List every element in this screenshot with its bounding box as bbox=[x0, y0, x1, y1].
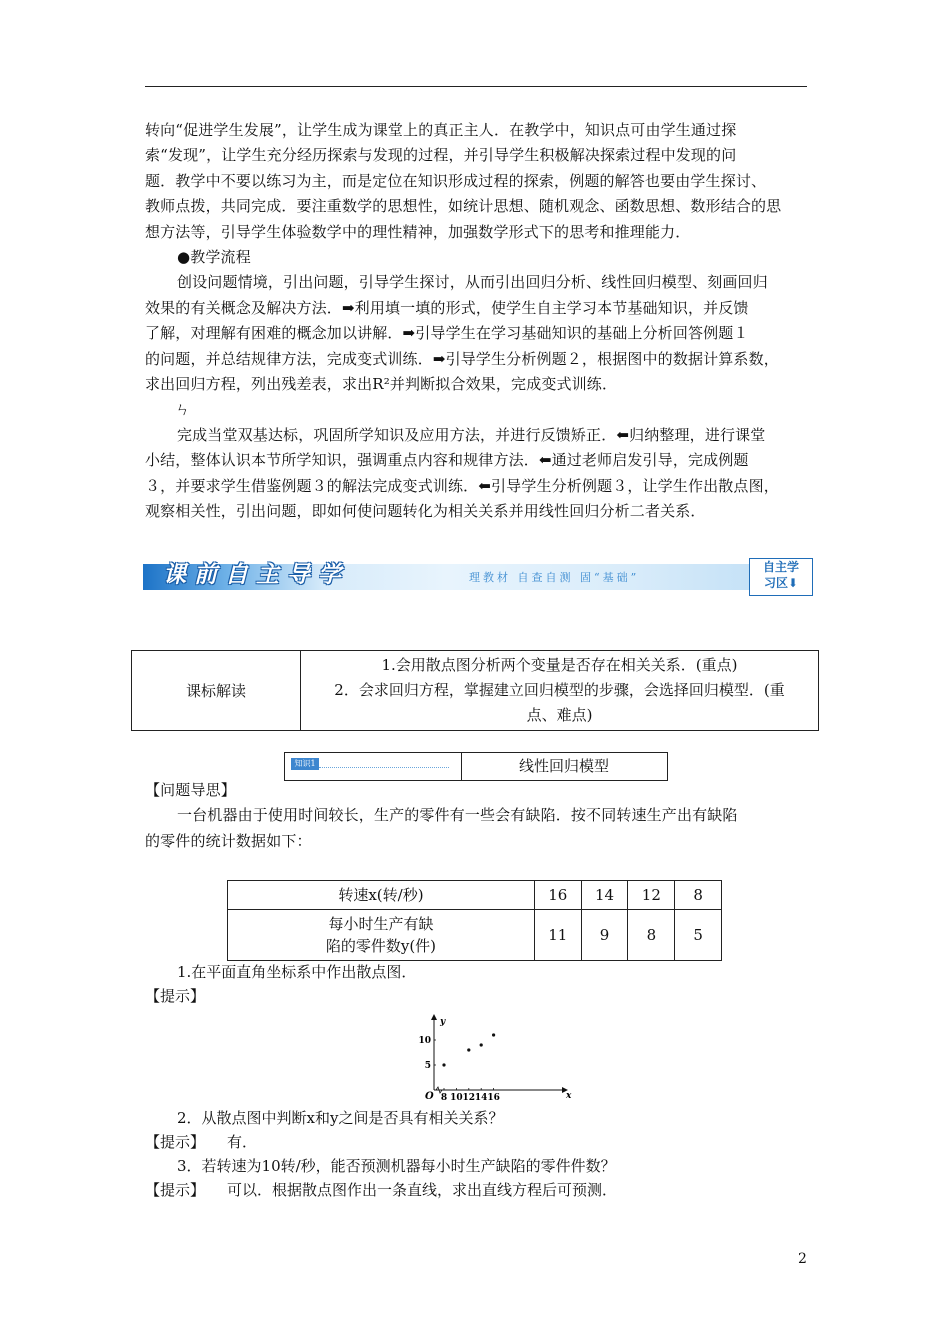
row-label-line: 每小时生产有缺 bbox=[328, 915, 434, 933]
banner-title: 课前自主导学 bbox=[163, 561, 349, 588]
question-line: 的零件的统计数据如下： bbox=[145, 831, 312, 850]
section-banner bbox=[143, 556, 815, 596]
dotted-line bbox=[319, 767, 449, 768]
qa-block bbox=[145, 1106, 617, 1202]
badge-line: 习区⬇ bbox=[763, 576, 799, 590]
intro-paragraph bbox=[145, 118, 811, 245]
flow-line: 观察相关性，引出问题，即如何使问题转化为相关关系并用线性回归分析二者关系． bbox=[145, 502, 706, 521]
flow-line: 小结，整体认识本节所学知识，强调重点内容和规律方法．⬅通过老师启发引导，完成例题 bbox=[145, 451, 749, 470]
header-rule bbox=[145, 86, 807, 87]
knowledge-chip: 知识1 bbox=[291, 758, 319, 770]
question-line: 一台机器由于使用时间较长，生产的零件有一些会有缺陷．按不同转速生产出有缺陷 bbox=[177, 806, 738, 825]
row-label-line: 陷的零件数y(件) bbox=[325, 937, 437, 955]
answer-label: 【提示】 bbox=[145, 1181, 206, 1199]
curriculum-line: 1.会用散点图分析两个变量是否存在相关关系．(重点) bbox=[381, 656, 738, 674]
intro-line: 题．教学中不要以练习为主，而是定位在知识形成过程的探索，例题的解答也要由学生探讨、 bbox=[145, 171, 767, 190]
speed-cell: 16 bbox=[534, 881, 581, 910]
knowledge-title: 线性回归模型 bbox=[518, 757, 609, 775]
x-tick-label: 14 bbox=[474, 1093, 488, 1100]
defect-cell: 5 bbox=[675, 910, 722, 961]
knowledge-tag bbox=[284, 752, 668, 781]
speed-cell: 12 bbox=[628, 881, 675, 910]
curriculum-line: 点、难点) bbox=[526, 706, 593, 724]
scatter-point bbox=[480, 1043, 483, 1046]
x-axis-label: x bbox=[566, 1091, 572, 1100]
defect-cell: 8 bbox=[628, 910, 675, 961]
defect-cell: 9 bbox=[581, 910, 628, 961]
scatter-plot bbox=[412, 1012, 572, 1100]
flow-line: 创设问题情境，引出问题，引导学生探讨，从而引出回归分析、线性回归模型、刻画回归 bbox=[177, 273, 768, 292]
answer-3-row bbox=[145, 1178, 617, 1202]
answer-3: 可以．根据散点图作出一条直线，求出直线方程后可预测． bbox=[227, 1181, 618, 1199]
intro-line: 想方法等，引导学生体验数学中的理性精神，加强数学形式下的思考和推理能力． bbox=[145, 222, 691, 241]
data-table bbox=[227, 880, 722, 961]
flow-line: ３，并要求学生借鉴例题３的解法完成变式训练．⬅引导学生分析例题３，让学生作出散点图， bbox=[145, 476, 779, 495]
speed-cell: 8 bbox=[675, 881, 722, 910]
row-label-speed: 转速x(转/秒) bbox=[228, 881, 535, 910]
question-3: 3．若转速为10转/秒，能否预测机器每小时生产缺陷的零件件数？ bbox=[177, 1157, 616, 1175]
badge-line: 自主学 bbox=[762, 560, 799, 574]
origin-label: O bbox=[425, 1091, 434, 1100]
x-tick-label: 8 bbox=[440, 1093, 448, 1100]
flow-line: 完成当堂双基达标，巩固所学知识及应用方法，并进行反馈矫正．⬅归纳整理，进行课堂 bbox=[177, 425, 766, 444]
hint-label: 【提示】 bbox=[145, 987, 206, 1005]
flow-line: 的问题，并总结规律方法，完成变式训练．➡引导学生分析例题２，根据图中的数据计算系数， bbox=[145, 349, 779, 368]
scatter-point bbox=[492, 1033, 495, 1036]
row-label-defects bbox=[228, 910, 535, 961]
knowledge-tag-marker bbox=[285, 753, 462, 780]
scatter-point bbox=[467, 1048, 470, 1051]
curriculum-line: 2．会求回归方程，掌握建立回归模型的步骤，会选择回归模型．(重 bbox=[334, 681, 785, 699]
speed-cell: 14 bbox=[581, 881, 628, 910]
teaching-flow bbox=[145, 245, 811, 524]
y-axis-label: y bbox=[440, 1017, 446, 1027]
flow-line: 求出回归方程，列出残差表，求出R²并判断拟合效果，完成变式训练． bbox=[145, 375, 618, 394]
x-tick-label: 10 bbox=[450, 1093, 463, 1100]
flow-heading: ●教学流程 bbox=[177, 248, 251, 266]
intro-line: 索“发现”，让学生充分经历探索与发现的过程，并引导学生积极解决探索过程中发现的问 bbox=[145, 146, 737, 165]
curriculum-table bbox=[131, 650, 819, 731]
answer-label: 【提示】 bbox=[145, 1133, 206, 1151]
defect-cell: 11 bbox=[534, 910, 581, 961]
scatter-point bbox=[442, 1063, 445, 1066]
question-1: 1.在平面直角坐标系中作出散点图． bbox=[177, 963, 417, 981]
question-2: 2．从散点图中判断x和y之间是否具有相关关系？ bbox=[177, 1109, 504, 1127]
y-tick-label: 10 bbox=[418, 1036, 431, 1046]
flow-line: 了解，对理解有困难的概念加以讲解．➡引导学生在学习基础知识的基础上分析回答例题１ bbox=[145, 324, 749, 343]
turn-arrow-icon: ㄣ bbox=[175, 400, 191, 419]
self-study-badge bbox=[749, 558, 813, 596]
flow-line: 效果的有关概念及解决方法．➡利用填一填的形式，使学生自主学习本节基础知识，并反馈 bbox=[145, 298, 749, 317]
intro-line: 教师点拨，共同完成．要注重数学的思想性，如统计思想、随机观念、函数思想、数形结合的思 bbox=[145, 197, 782, 216]
intro-line: 转向“促进学生发展”，让学生成为课堂上的真正主人．在教学中，知识点可由学生通过探 bbox=[145, 121, 737, 139]
answer-2: 有． bbox=[227, 1133, 258, 1151]
y-tick-label: 5 bbox=[424, 1061, 431, 1071]
question-guide bbox=[145, 778, 811, 854]
question-heading: 【问题导思】 bbox=[145, 781, 236, 799]
curriculum-content bbox=[301, 651, 819, 731]
answer-2-row bbox=[145, 1130, 617, 1154]
curriculum-label: 课标解读 bbox=[132, 651, 301, 731]
y-axis-arrow bbox=[431, 1014, 437, 1020]
banner-subtitle: 理教材 自查自测 固“基础” bbox=[469, 571, 640, 584]
x-tick-label: 16 bbox=[487, 1093, 500, 1100]
question-1-block bbox=[145, 960, 416, 1008]
page-number: 2 bbox=[798, 1251, 807, 1267]
x-tick-label: 12 bbox=[462, 1093, 476, 1100]
